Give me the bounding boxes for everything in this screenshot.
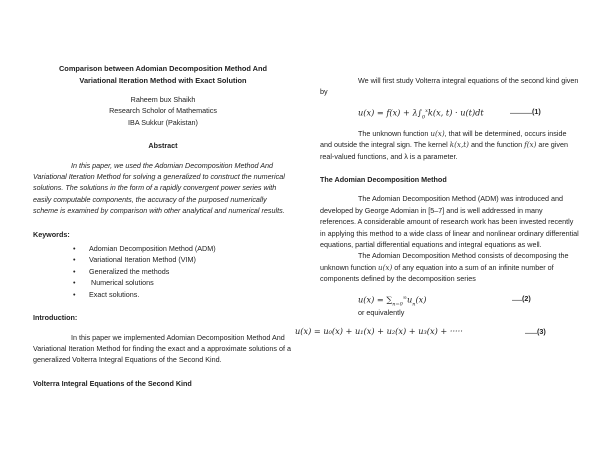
abstract-text: In this paper, we used the Adomian Decomposition Method And Variational Iteration Method for solving a generalized to construct the numerical solutions. The solutions in the form of a rapidly convergent power series with easily computable components, the accuracy of the purposed numerically scheme is examined by comparison with other analytical and numerical results. <box>33 160 285 216</box>
unknown-function-text: The unknown function u(x), that will be determined, occurs inside and outside the integral sign. The kernel k(x,t) and the function f(x) are given real-valued functions, and λ is a parameter. <box>320 128 568 161</box>
bullet-icon: • <box>73 266 76 276</box>
introduction-heading: Introduction: <box>33 313 78 323</box>
author-affiliation: Research Scholor of Mathematics <box>109 106 217 116</box>
adm-text-1: The Adomian Decomposition Method (ADM) was introduced and developed by George Adomian in [5–7] and is well addressed in many references. A considerable amount of research work has been invested recently in applying this method to a wide class of linear and nonlinear ordinary differential equations, partial differential equations and integral equations as well. <box>320 194 579 250</box>
keyword-item: • Adomian Decomposition Method (ADM) <box>73 244 216 254</box>
equation-1: $u(x) = f(x) + \lambda\int_0^xk(x$, t) · u(t)dt ...........(1) <box>358 106 541 121</box>
adm-heading: The Adomian Decomposition Method <box>320 175 447 185</box>
equation-3: u(x) = u₀(x) + u₁(x) + u₂(x) + u₃(x) + ····· ......(3) <box>295 326 546 337</box>
volterra-heading: Volterra Integral Equations of the Second Kind <box>33 378 192 388</box>
equation-2: $u(x) = \sum_{n=0}^\infty u_n(x)$ .....(2) <box>358 293 531 308</box>
keyword-item: • Numerical solutions <box>73 278 154 288</box>
keyword-item: • Generalized the methods <box>73 266 170 276</box>
keywords-heading: Keywords: <box>33 229 70 239</box>
bullet-icon: • <box>73 244 76 254</box>
left-column <box>33 63 293 389</box>
abstract-heading: Abstract <box>148 141 178 151</box>
author-name: Raheem bux Shaikh <box>130 95 196 104</box>
keyword-item: • Exact solutions. <box>73 289 140 299</box>
introduction-text: In this paper we implemented Adomian Decomposition Method And Variational Iteration Method for finding the exact and a approximate solutions of a generalized Volterra Integral Equations of the Second Kind. <box>33 332 291 365</box>
bullet-icon: • <box>73 255 76 265</box>
paper-title: Comparison between Adomian Decomposition Method And Variational Iteration Method with Exact Solution <box>58 64 268 85</box>
equation-3-number: ......(3) <box>525 327 546 337</box>
keywords-list <box>33 243 293 300</box>
adm-text-2: The Adomian Decomposition Method consists of decomposing the unknown function u(x) of any equation into a sum of an infinite number of components defined by the decomposition series <box>320 251 569 284</box>
equation-2-number: .....(2) <box>512 293 531 303</box>
volterra-intro-text: We will first study Volterra integral equations of the second kind given by <box>320 76 579 97</box>
author-institution: IBA Sukkur (Pakistan) <box>128 117 198 127</box>
bullet-icon: • <box>73 278 76 288</box>
keyword-item: • Variational Iteration Method (VIM) <box>73 255 196 265</box>
bullet-icon: • <box>73 289 76 299</box>
right-column <box>295 75 580 340</box>
or-equivalently-text: or equivalently <box>358 307 405 317</box>
equation-1-number: ...........(1) <box>510 106 541 116</box>
